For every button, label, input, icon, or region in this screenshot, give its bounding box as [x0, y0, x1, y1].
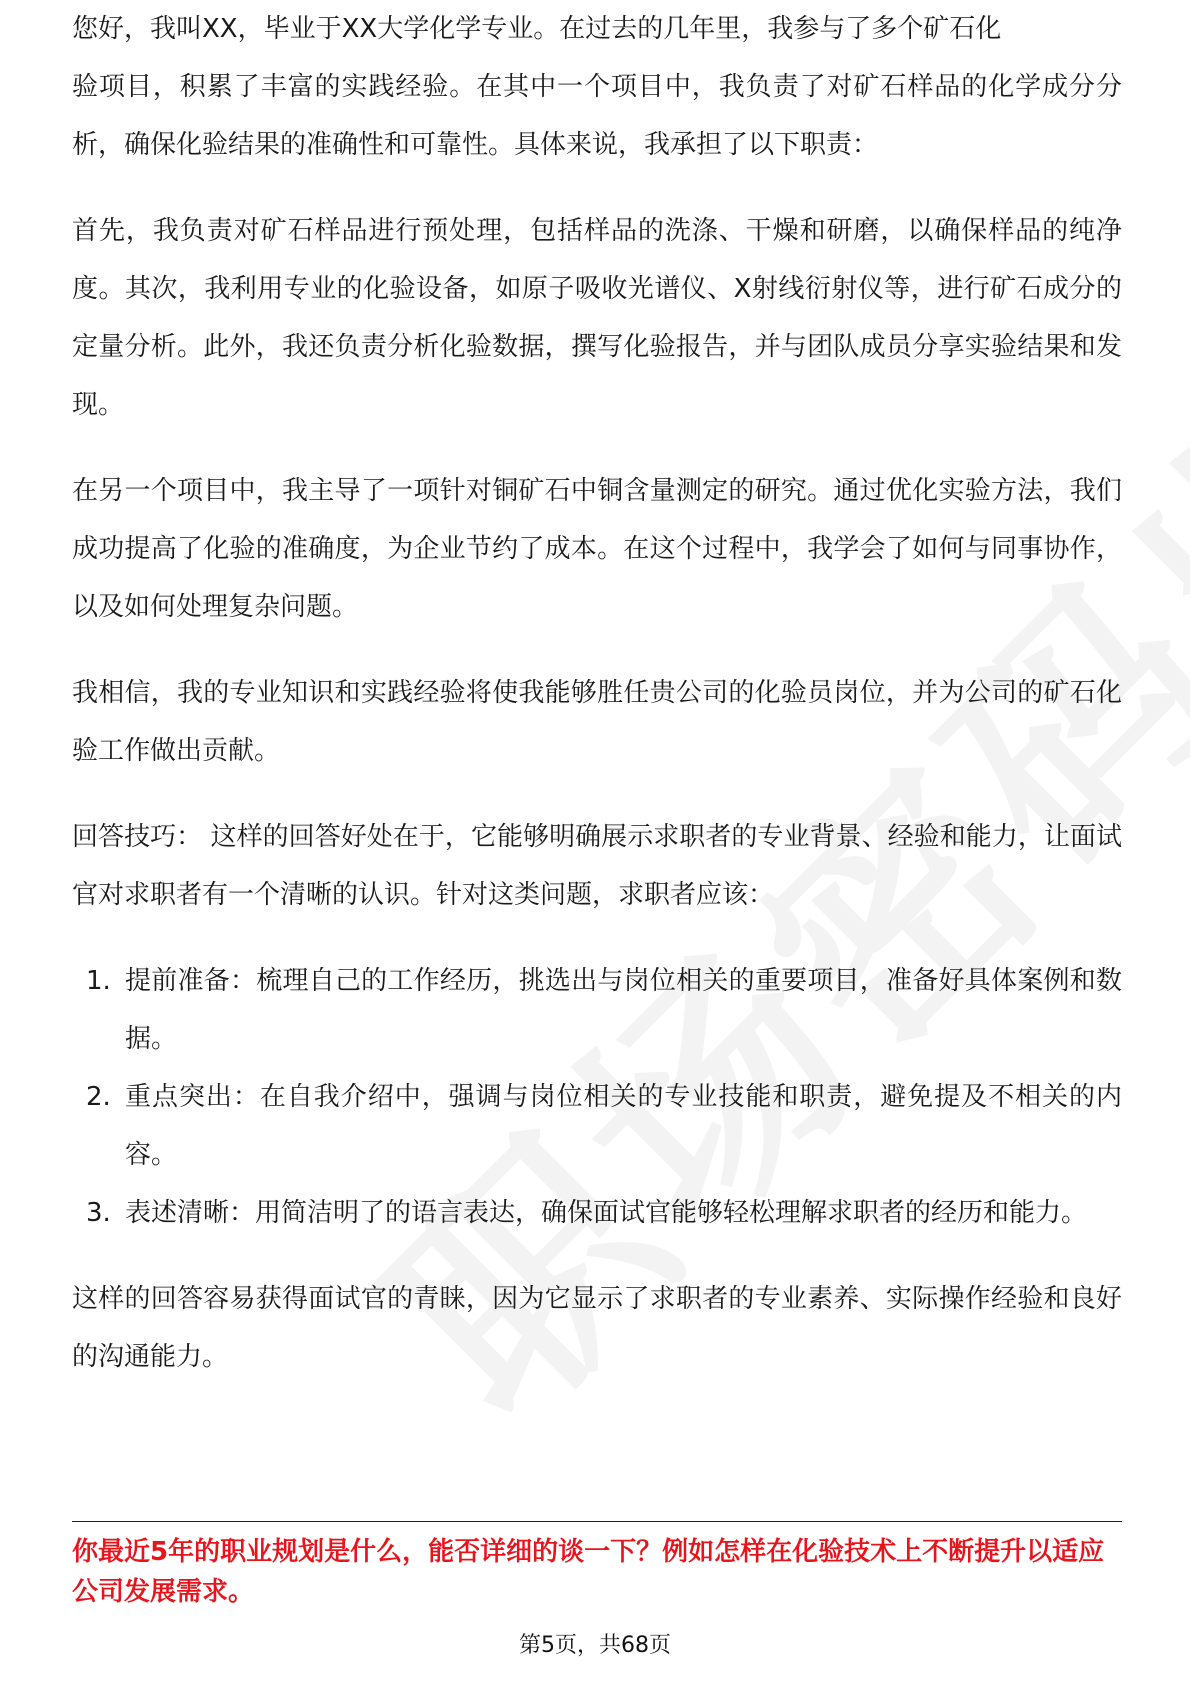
tips-list — [72, 952, 1122, 1242]
next-question-heading: 你最近5年的职业规划是什么，能否详细的谈一下？例如怎样在化验技术上不断提升以适应公司发展需求。 — [72, 1537, 1105, 1607]
project-paragraph: 在另一个项目中，我主导了一项针对铜矿石中铜含量测定的研究。通过优化实验方法，我们成功提高了化验的准确度，为企业节约了成本。在这个过程中，我学会了如何与同事协作，以及如何处理复杂问题。 — [72, 476, 1122, 622]
intro-paragraph: 验项目，积累了丰富的实践经验。在其中一个项目中，我负责了对矿石样品的化学成分分析，确保化验结果的准确性和可靠性。具体来说，我承担了以下职责： — [72, 72, 1122, 160]
list-item-text: 重点突出：在自我介绍中，强调与岗位相关的专业技能和职责，避免提及不相关的内容。 — [125, 1082, 1122, 1170]
duties-paragraph: 首先，我负责对矿石样品进行预处理，包括样品的洗涤、干燥和研磨，以确保样品的纯净度。其次，我利用专业的化验设备，如原子吸收光谱仪、X射线衍射仪等，进行矿石成分的定量分析。此外，我还负责分析化验数据，撰写化验报告，并与团队成员分享实验结果和发现。 — [72, 216, 1122, 420]
list-item — [72, 1184, 1122, 1242]
list-item-text: 提前准备：梳理自己的工作经历，挑选出与岗位相关的重要项目，准备好具体案例和数据。 — [125, 966, 1122, 1054]
list-item-number: 3. — [86, 1198, 111, 1228]
list-item-number: 1. — [86, 966, 111, 996]
list-item — [72, 952, 1122, 1068]
conclusion-paragraph: 我相信，我的专业知识和实践经验将使我能够胜任贵公司的化验员岗位，并为公司的矿石化验工作做出贡献。 — [72, 678, 1122, 766]
page-number-footer: 第5页，共68页 — [519, 1633, 671, 1658]
closing-paragraph: 这样的回答容易获得面试官的青睐，因为它显示了求职者的专业素养、实际操作经验和良好的沟通能力。 — [72, 1284, 1122, 1372]
intro-line-partial: 您好，我叫XX，毕业于XX大学化学专业。在过去的几年里，我参与了多个矿石化 — [72, 14, 1002, 44]
answer-body — [72, 14, 1122, 1414]
list-item-number: 2. — [86, 1082, 111, 1112]
answer-tips-paragraph: 回答技巧： 这样的回答好处在于，它能够明确展示求职者的专业背景、经验和能力，让面试官对求职者有一个清晰的认识。针对这类问题，求职者应该： — [72, 822, 1122, 910]
list-item-text: 表述清晰：用简洁明了的语言表达，确保面试官能够轻松理解求职者的经历和能力。 — [125, 1198, 1088, 1228]
list-item — [72, 1068, 1122, 1184]
section-divider — [72, 1521, 1122, 1522]
